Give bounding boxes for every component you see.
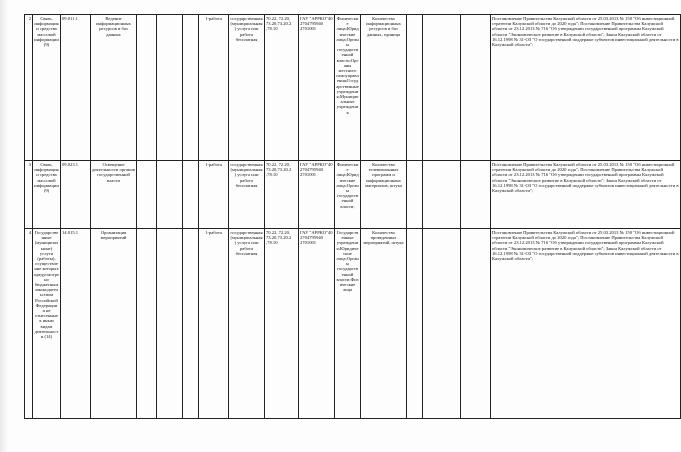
empty-cell <box>461 15 491 161</box>
service-area-cell: Государственные (муниципальные) услуги (работы), осуществление которых предусмотрено бюджетным законодательством Российской Федерации и не отнесенные к иным видам деятельности (14) <box>33 229 61 419</box>
registry-table <box>24 14 681 419</box>
empty-cell <box>157 229 183 419</box>
empty-cell <box>461 229 491 419</box>
empty-cell <box>137 229 157 419</box>
indicator-cell: Количество информационных ресурсов и баз данных, единица <box>361 15 407 161</box>
empty-cell <box>183 15 199 161</box>
okved-cell: 70.22, 72.20, 73.20,73.20.2 ,78.10 <box>265 161 299 229</box>
service-code-cell: 09.011.1 <box>61 15 91 161</box>
work-type-cell: 1-работа <box>199 161 229 229</box>
service-area-cell: Связь, информация и средства массовой информации (9) <box>33 15 61 161</box>
empty-cell <box>407 15 423 161</box>
indicator-cell: Количество телевизионных программ и информационных материалов, штука <box>361 161 407 229</box>
category-cell: государственная (муниципальная) услуга или работа бесплатная <box>229 15 265 161</box>
legal-basis-cell: Постановление Правительства Калужской области от 25.03.2013 № 150 "Об инвестиционной стратегии Калужской области до 2020 года"; Постановление Правительства Калужской области от 23.12.2013 № 716 "Об утверждении государственной программы Калужской области "Экономическое развитие в Калужской области"; Закон Калужской области от 16.12.1998 № 31-ОЗ "О государственной поддержке субъектов инвестиционной деятельности в Калужской области"; <box>491 229 681 419</box>
empty-cell <box>407 161 423 229</box>
consumers-cell: Государственные учреждения;Юридические лица;Органы государственной власти;Физические лица <box>335 229 361 419</box>
table-row <box>25 161 681 229</box>
service-code-cell: 09.023.1 <box>61 161 91 229</box>
empty-cell <box>423 15 461 161</box>
work-type-cell: 1-работа <box>199 15 229 161</box>
row-number: 2 <box>25 15 33 161</box>
table-row <box>25 15 681 161</box>
institution-cell: ГАУ "АРРКО"40 2704795940 2701001 <box>299 161 335 229</box>
work-type-cell: 1-работа <box>199 229 229 419</box>
empty-cell <box>423 229 461 419</box>
row-number: 3 <box>25 161 33 229</box>
legal-basis-cell: Постановление Правительства Калужской области от 25.03.2013 № 150 "Об инвестиционной стратегии Калужской области до 2020 года"; Постановление Правительства Калужской области от 23.12.2013 № 716 "Об утверждении государственной программы Калужской области "Экономическое развитие в Калужской области"; Закон Калужской области от 16.12.1998 № 31-ОЗ "О государственной поддержке субъектов инвестиционной деятельности в Калужской области"; <box>491 161 681 229</box>
consumers-cell: Физические лица;Юридические лица;Органы государственной власти;Органы местного самоуправления;Государственные учреждения;Муниципальные учреждения <box>335 15 361 161</box>
category-cell: государственная (муниципальная) услуга или работа бесплатная <box>229 161 265 229</box>
scan-edge-shadow <box>0 0 8 452</box>
empty-cell <box>461 161 491 229</box>
empty-cell <box>137 161 157 229</box>
empty-cell <box>407 229 423 419</box>
empty-cell <box>157 161 183 229</box>
okved-cell: 70.22, 72.20, 73.20,73.20.2 ,78.10 <box>265 15 299 161</box>
row-number: 4 <box>25 229 33 419</box>
legal-basis-cell: Постановление Правительства Калужской области от 25.03.2013 № 150 "Об инвестиционной стратегии Калужской области до 2020 года"; Постановление Правительства Калужской области от 23.12.2013 № 716 "Об утверждении государственной программы Калужской области "Экономическое развитие в Калужской области"; Закон Калужской области от 16.12.1998 № 31-ОЗ "О государственной поддержке субъектов инвестиционной деятельности в Калужской области"; <box>491 15 681 161</box>
service-code-cell: 14.015.1 <box>61 229 91 419</box>
consumers-cell: Физические лица;Юридические лица;Органы государственной власти; <box>335 161 361 229</box>
service-name-cell: Ведение информационных ресурсов и баз данных <box>91 15 137 161</box>
service-name-cell: Освещение деятельности органов государственной власти <box>91 161 137 229</box>
empty-cell <box>423 161 461 229</box>
empty-cell <box>157 15 183 161</box>
okved-cell: 70.22, 72.20, 73.20,73.20.2 ,78.10 <box>265 229 299 419</box>
indicator-cell: Количество проведенных мероприятий, штука <box>361 229 407 419</box>
category-cell: государственная (муниципальная) услуга или работа бесплатная <box>229 229 265 419</box>
institution-cell: ГАУ "АРРКО"40 2704795940 2701001 <box>299 15 335 161</box>
service-area-cell: Связь, информация и средства массовой информации (9) <box>33 161 61 229</box>
table-row <box>25 229 681 419</box>
service-name-cell: Организация мероприятий <box>91 229 137 419</box>
empty-cell <box>183 229 199 419</box>
institution-cell: ГАУ "АРРКО"40 2704795940 2701001 <box>299 229 335 419</box>
empty-cell <box>183 161 199 229</box>
empty-cell <box>137 15 157 161</box>
